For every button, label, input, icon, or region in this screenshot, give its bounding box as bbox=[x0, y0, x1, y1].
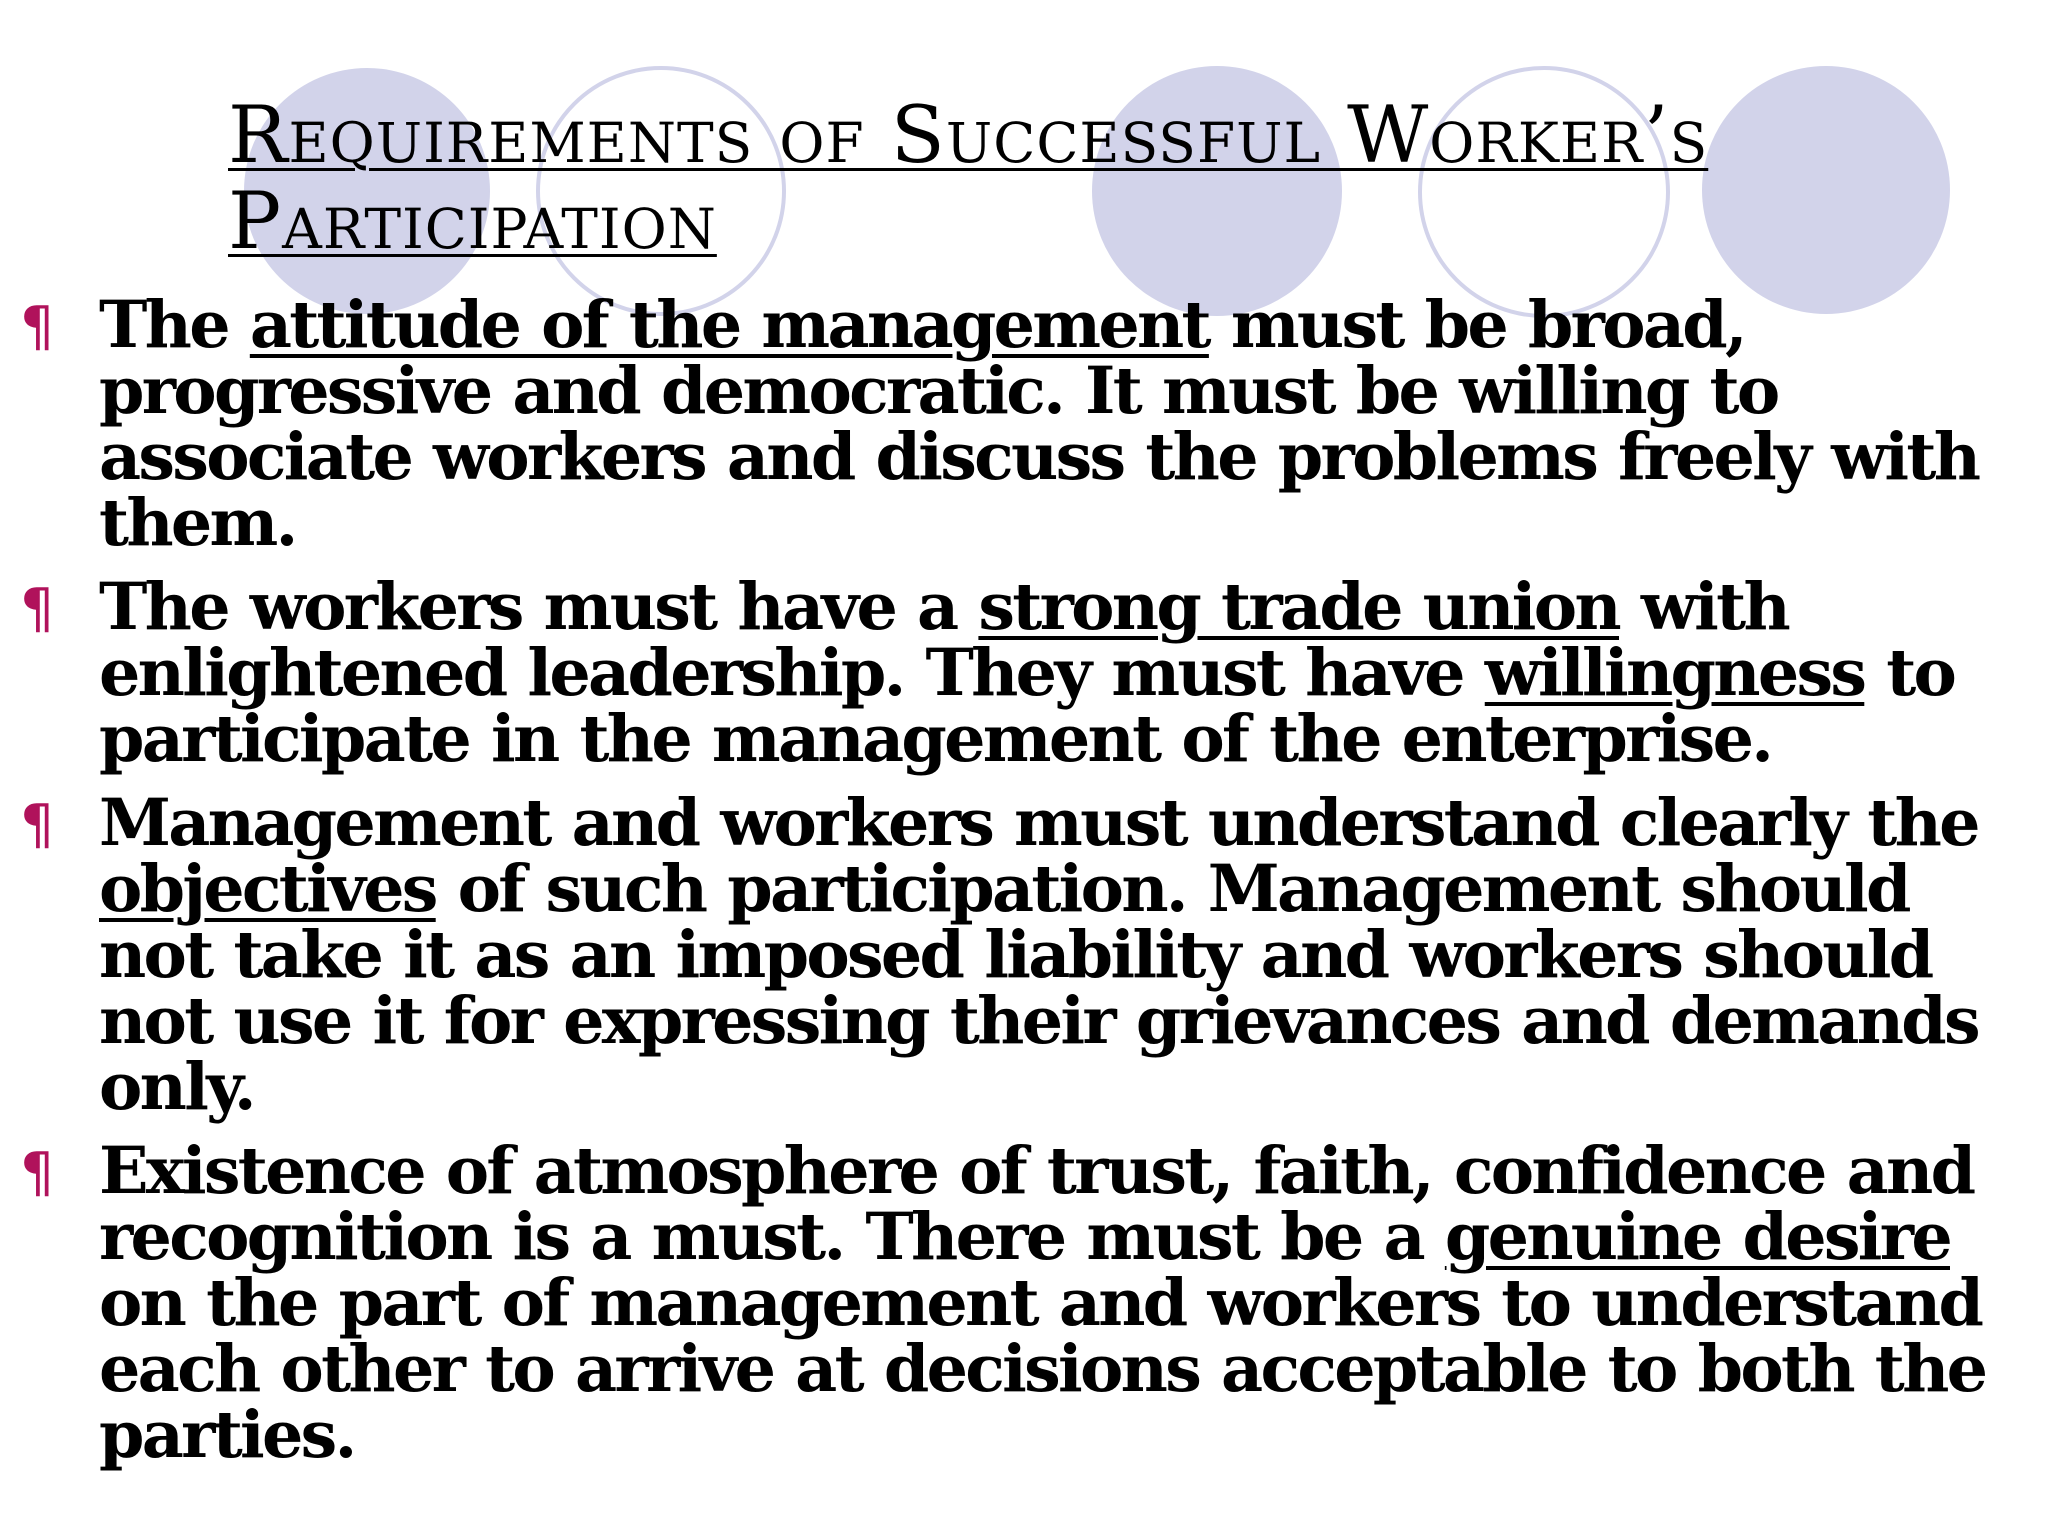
plain-text: not take it as an imposed liability and workers should bbox=[99, 917, 1932, 993]
bullet-text-line bbox=[99, 1265, 2048, 1341]
bullet-item bbox=[0, 785, 2048, 1125]
plain-text: only. bbox=[99, 1049, 254, 1125]
slide-title bbox=[228, 89, 1988, 267]
plain-text: parties. bbox=[99, 1397, 355, 1473]
bullet-text-line bbox=[99, 983, 2048, 1059]
plain-text: of such participation. Management should bbox=[435, 851, 1909, 927]
pilcrow-icon: ¶ bbox=[20, 295, 55, 358]
bullet-text-line bbox=[99, 1199, 2048, 1275]
plain-text: to bbox=[1864, 635, 1955, 711]
bullet-text bbox=[99, 569, 2048, 777]
bullet-item bbox=[0, 1133, 2048, 1473]
bullet-text-line bbox=[99, 419, 2048, 495]
plain-text: The workers must have a bbox=[99, 569, 979, 645]
bullet-item bbox=[0, 287, 2048, 561]
bullet-text-line bbox=[99, 1049, 2048, 1125]
pilcrow-icon: ¶ bbox=[20, 793, 55, 856]
emphasis-text: strong trade union bbox=[978, 569, 1619, 645]
bullet-item bbox=[0, 569, 2048, 777]
plain-text: recognition is a must. There must be a bbox=[99, 1199, 1445, 1275]
bullet-text-line bbox=[99, 1397, 2048, 1473]
plain-text: Existence of atmosphere of trust, faith, confidence and bbox=[99, 1133, 1974, 1209]
pilcrow-icon: ¶ bbox=[20, 577, 55, 640]
bullet-text-line bbox=[99, 1331, 2048, 1407]
bullet-text-line bbox=[99, 785, 2048, 861]
bullet-text-line bbox=[99, 917, 2048, 993]
plain-text: Management and workers must understand clearly the bbox=[99, 785, 1978, 861]
bullet-text bbox=[99, 1133, 2048, 1473]
bullet-text-line bbox=[99, 635, 2048, 711]
plain-text: with bbox=[1619, 569, 1789, 645]
plain-text: enlightened leadership. They must have bbox=[99, 635, 1485, 711]
plain-text: on the part of management and workers to understand bbox=[99, 1265, 1982, 1341]
pilcrow-icon: ¶ bbox=[20, 1141, 55, 1204]
emphasis-text: attitude of the management bbox=[249, 287, 1209, 363]
emphasis-text: willingness bbox=[1484, 635, 1865, 711]
bullet-text-line bbox=[99, 569, 2048, 645]
plain-text: them. bbox=[99, 485, 296, 561]
bullet-text-line bbox=[99, 701, 2048, 777]
bullet-text-line bbox=[99, 287, 2048, 363]
bullet-text-line bbox=[99, 353, 2048, 429]
plain-text: The bbox=[99, 287, 250, 363]
emphasis-text: genuine desire bbox=[1444, 1199, 1950, 1275]
plain-text: associate workers and discuss the problems freely with bbox=[99, 419, 1979, 495]
bullet-text bbox=[99, 287, 2048, 561]
plain-text: progressive and democratic. It must be willing to bbox=[99, 353, 1778, 429]
slide-title-line: Participation bbox=[228, 175, 717, 267]
bullet-text bbox=[99, 785, 2048, 1125]
plain-text: participate in the management of the enterprise. bbox=[99, 701, 1772, 777]
bullet-text-line bbox=[99, 1133, 2048, 1209]
emphasis-text: objectives bbox=[99, 851, 436, 927]
bullet-list bbox=[0, 287, 2048, 1486]
plain-text: must be broad, bbox=[1208, 287, 1745, 363]
bullet-text-line bbox=[99, 485, 2048, 561]
plain-text: each other to arrive at decisions acceptable to both the bbox=[99, 1331, 1986, 1407]
plain-text: not use it for expressing their grievances and demands bbox=[99, 983, 1978, 1059]
bullet-text-line bbox=[99, 851, 2048, 927]
slide-title-line: Requirements of Successful Worker’s bbox=[228, 89, 1709, 181]
